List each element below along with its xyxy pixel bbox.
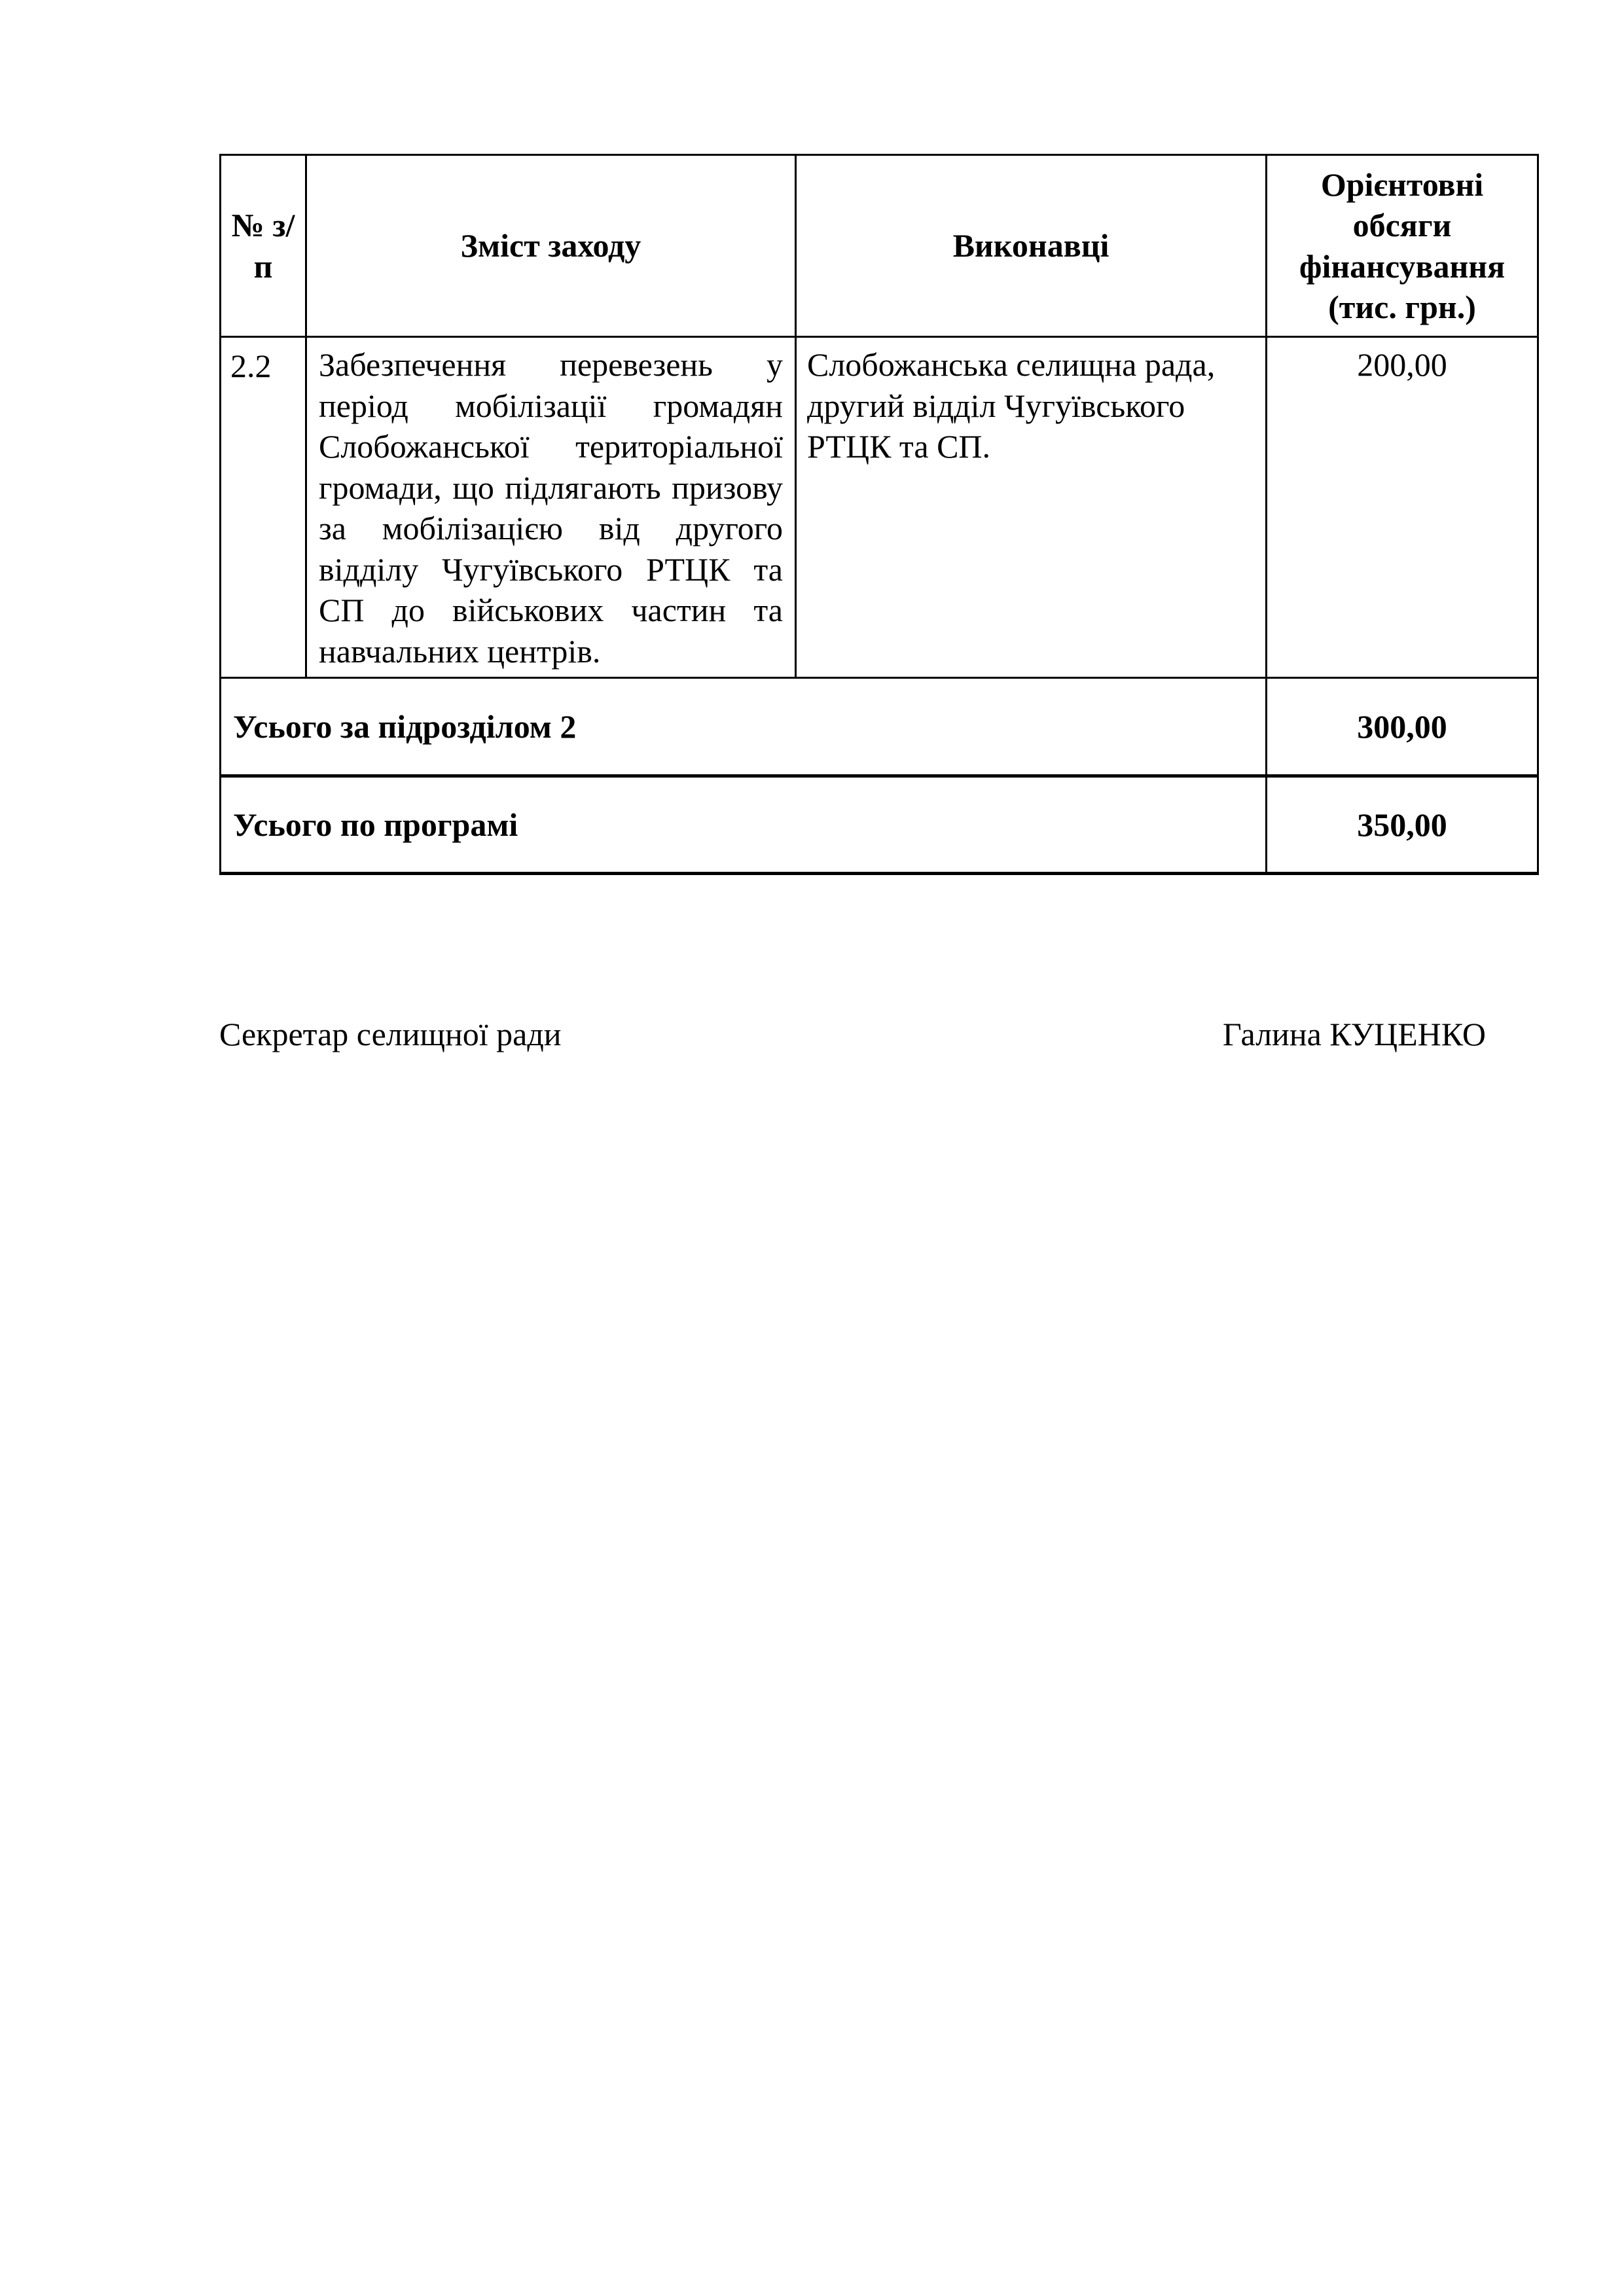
table-row-subsection-total — [221, 678, 1538, 776]
signatory-name: Галина КУЦЕНКО — [1222, 1016, 1486, 1052]
column-header-measure-content: Зміст заходу — [306, 155, 796, 337]
measure-amount-value: 200,00 — [1267, 337, 1538, 678]
program-total-label: Усього по програмі — [221, 776, 1267, 874]
signatory-position: Секретар селищної ради — [219, 1016, 562, 1052]
table-header-row — [221, 155, 1538, 337]
measure-executors-text: Слобожанська селищна рада, другий відділ Чугуївського РТЦК та СП. — [796, 337, 1267, 678]
column-header-executors: Виконавці — [796, 155, 1267, 337]
subsection-total-label: Усього за підрозділом 2 — [221, 678, 1267, 776]
column-header-financing-amount: Орієнтовні обсяги фінансування (тис. грн.) — [1267, 155, 1538, 337]
measure-content-text: Забезпечення перевезень у період мобілізації громадян Слобожанської територіальної громади, що підлягають призову за мобілізацією від другого відділу Чугуївського РТЦК та СП до військових частин та навчальних центрів. — [306, 337, 796, 678]
measure-number: 2.2 — [221, 337, 306, 678]
signature-block — [219, 1014, 1486, 1054]
program-total-value: 350,00 — [1267, 776, 1538, 874]
table-row-program-total — [221, 776, 1538, 874]
column-header-number: № з/п — [221, 155, 306, 337]
table-row-measure-2-2 — [221, 337, 1538, 678]
subsection-total-value: 300,00 — [1267, 678, 1538, 776]
program-financing-table — [219, 154, 1539, 875]
